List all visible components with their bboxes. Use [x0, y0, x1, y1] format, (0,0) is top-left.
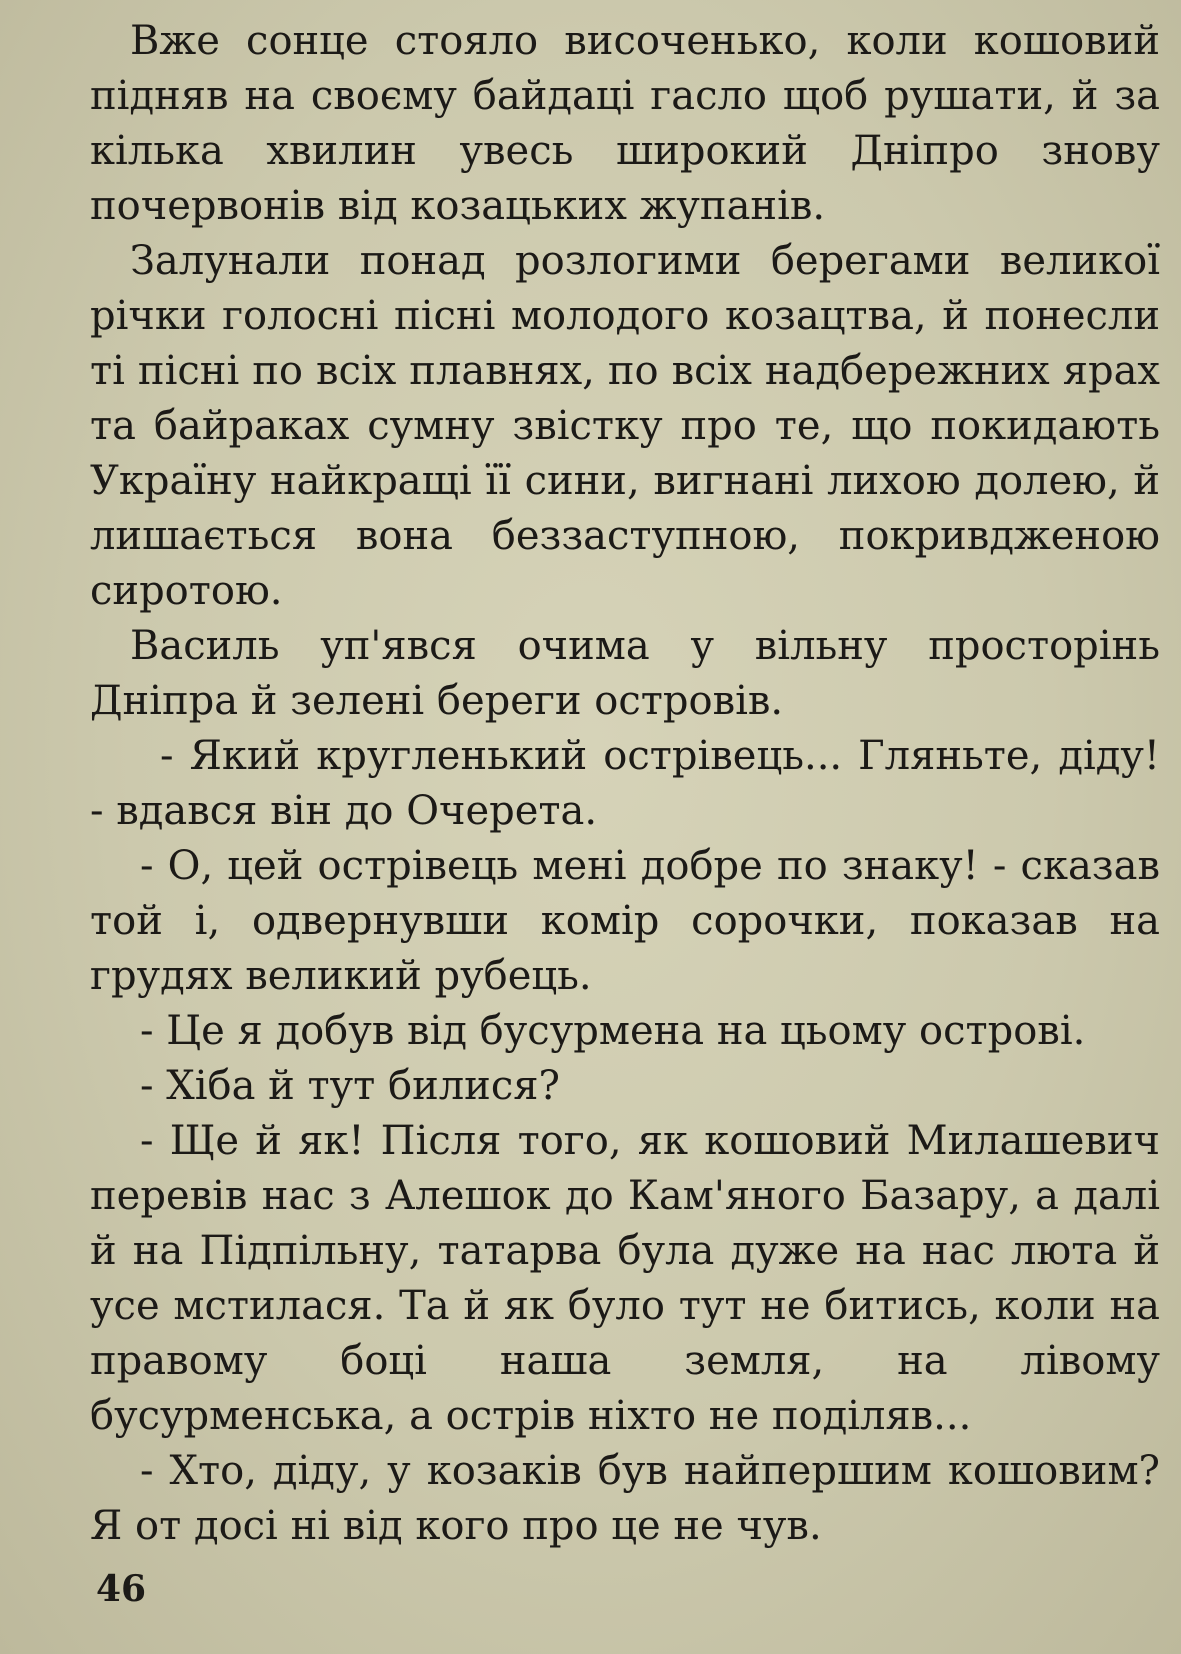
paragraph: - Ще й як! Після того, як кошовий Милашевич перевів нас з Алешок до Кам'яного Базару, а далі й на Підпільну, татарва була дуже на нас люта й усе мстилася. Та й як було тут не битись, коли на правому боці наша земля, на лівому бусурменська, а острів ніхто не поділяв... — [90, 1118, 1160, 1439]
paragraph: Василь уп'явся очима у вільну просторінь Дніпра й зелені береги островів. — [90, 623, 1160, 724]
page-text — [90, 14, 1160, 1554]
paragraph: Вже сонце стояло височенько, коли кошовий підняв на своєму байдаці гасло щоб рушати, й за кілька хвилин увесь широкий Дніпро знову почервонів від козацьких жупанів. — [90, 18, 1160, 229]
page-number: 46 — [96, 1568, 147, 1610]
paragraph: - Це я добув від бусурмена на цьому острові. — [140, 1008, 1086, 1054]
paragraph: Залунали понад розлогими берегами великої річки голосні пісні молодого козацтва, й понесли ті пісні по всіх плавнях, по всіх надбережних ярах та байраках сумну звістку про те, що покидають Україну найкращі її сини, вигнані лихою долею, й лишається вона беззаступною, покривдженою сиротою. — [90, 238, 1160, 614]
paragraph: - О, цей острівець мені добре по знаку! - сказав той і, одвернувши комір сорочки, показав на грудях великий рубець. — [90, 843, 1160, 999]
paragraph: - Хто, діду, у козаків був найпершим кошовим? Я от досі ні від кого про це не чув. — [90, 1448, 1160, 1549]
paragraph: - Який кругленький острівець... Гляньте, діду! - вдався він до Очерета. — [90, 733, 1160, 834]
paragraph: - Хіба й тут билися? — [140, 1063, 560, 1109]
